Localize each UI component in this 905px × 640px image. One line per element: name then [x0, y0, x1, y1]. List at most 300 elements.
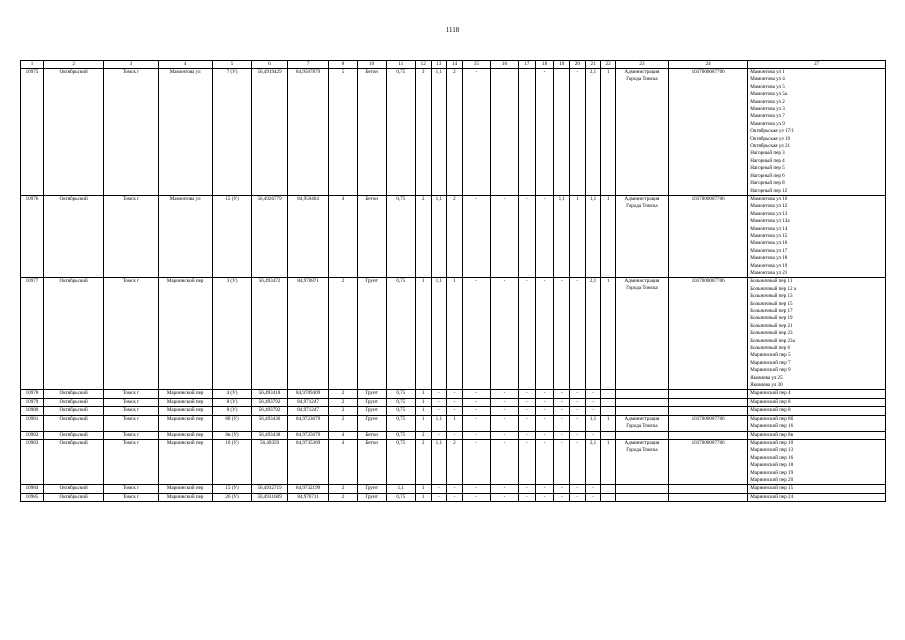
address-item: Мамонтова ул 14 [750, 225, 788, 232]
table-cell: - [519, 390, 536, 398]
address-item: Мамонтова ул 18 [750, 255, 788, 262]
table-cell: - [490, 485, 518, 493]
table-cell: 84,9725079 [287, 431, 329, 439]
address-item: Нагорный пер 4 [750, 157, 785, 164]
table-cell [615, 485, 668, 493]
table-cell: Октябрьский [43, 439, 103, 484]
table-cell: 10 (У) [212, 439, 252, 484]
address-item: Октябрьская ул 17/1 [750, 128, 795, 135]
table-cell: Грунт [357, 278, 386, 390]
table-cell: 1 [415, 398, 431, 406]
table-cell: 56,4919429 [252, 69, 287, 196]
table-cell: 2 [329, 398, 357, 406]
table-cell [601, 398, 616, 406]
table-cell: - [554, 493, 570, 501]
table-cell: - [519, 431, 536, 439]
table-cell: 1,1 [386, 485, 415, 493]
table-row [21, 407, 886, 415]
address-item: Нагорный пер 12 [750, 187, 788, 194]
table-cell: 2 [415, 431, 431, 439]
table-cell: - [462, 278, 490, 390]
table-cell: - [570, 69, 586, 196]
table-cell: Бетон [357, 195, 386, 277]
table-cell: - [490, 278, 518, 390]
address-item: Больничный пер 17 [750, 308, 793, 314]
table-cell: 0,75 [386, 493, 415, 501]
table-cell: 84,971247 [287, 398, 329, 406]
table-cell: 56,493792 [252, 407, 287, 415]
table-cell: - [570, 407, 586, 415]
table-cell: 1 [447, 278, 463, 390]
table-cell: - [570, 431, 586, 439]
address-item: Мариинский пер 9 [750, 367, 791, 374]
table-cell: 2 [329, 390, 357, 398]
table-cell: 1,1 [431, 439, 447, 484]
address-item: Мариинский пер 7 [750, 359, 791, 366]
table-cell: 1 [415, 493, 431, 501]
table-cell: Мариинский пер [158, 390, 212, 398]
table-cell: 84,9735369 [287, 439, 329, 484]
table-row [21, 398, 886, 406]
address-item: Мариинский пер 24 [750, 493, 794, 500]
table-cell: 2,1 [585, 439, 601, 484]
table-cell: - [519, 415, 536, 431]
address-item: Нагорный пер 5 [750, 165, 785, 172]
table-cell: 2,1 [585, 69, 601, 196]
table-cell: Октябрьский [43, 415, 103, 431]
table-cell: - [535, 415, 554, 431]
address-item: Больничный пер 15 [750, 300, 793, 307]
table-cell: 4 [329, 195, 357, 277]
table-cell: - [519, 407, 536, 415]
column-header: 14 [447, 61, 463, 69]
table-cell: 0,75 [386, 431, 415, 439]
table-cell: Грунт [357, 398, 386, 406]
table-cell [669, 493, 748, 501]
page-number: 1118 [445, 26, 460, 34]
table-cell: 1,1 [554, 195, 570, 277]
address-item: Мамонтова ул 9 [750, 120, 785, 127]
table-cell: 84,970871 [287, 278, 329, 390]
table-cell: 1037000087706 [669, 439, 748, 484]
table-cell: - [585, 398, 601, 406]
table-cell: - [554, 278, 570, 390]
table-cell: - [585, 390, 601, 398]
table-cell: 1 [601, 278, 616, 390]
table-cell: Томск г [104, 439, 158, 484]
table-cell: Мариинский пер [158, 431, 212, 439]
address-item: Мамонтова ул 1 [750, 69, 785, 75]
table-cell: Мариинский пер [158, 493, 212, 501]
table-cell: 2 [329, 493, 357, 501]
table-cell: 56,493438 [252, 431, 287, 439]
table-cell: - [570, 390, 586, 398]
table-cell: 10985 [21, 493, 44, 501]
table-cell: 2 [447, 439, 463, 484]
table-cell [601, 485, 616, 493]
table-cell: 56,4926779 [252, 195, 287, 277]
table-cell [615, 398, 668, 406]
address-item: Мамонтова ул 16 [750, 240, 788, 247]
table-cell: 1,1 [431, 69, 447, 196]
table-cell: Бетон [357, 431, 386, 439]
table-cell: - [585, 493, 601, 501]
table-cell [669, 398, 748, 406]
table-cell: Октябрьский [43, 407, 103, 415]
address-item: Больничный пер 12 а [750, 285, 797, 292]
address-item: Мамонтова ул 5а [750, 91, 788, 98]
address-item: Октябрьская ул 19 [750, 135, 791, 142]
table-cell: - [490, 493, 518, 501]
address-item: Мамонтова ул 10 [750, 195, 788, 202]
table-cell: Администрация Города Томска [615, 415, 668, 431]
table-cell [519, 69, 536, 196]
table-cell: 0,75 [386, 439, 415, 484]
table-cell: Грунт [357, 390, 386, 398]
column-header: 22 [601, 61, 616, 69]
table-cell: - [447, 431, 463, 439]
table-cell: 56,493436 [252, 415, 287, 431]
table-cell: - [519, 485, 536, 493]
table-cell [601, 390, 616, 398]
table-cell: - [462, 69, 490, 196]
table-cell: - [462, 431, 490, 439]
table-cell: 1 [570, 195, 586, 277]
table-cell: - [519, 195, 536, 277]
table-cell: 84,950464 [287, 195, 329, 277]
table-cell: 15 (У) [212, 195, 252, 277]
table-cell: - [535, 69, 554, 196]
table-cell: - [490, 407, 518, 415]
column-header: 17 [519, 61, 536, 69]
table-cell: - [585, 407, 601, 415]
address-item: Нагорный пер 6 [750, 172, 785, 179]
table-cell: Томск г [104, 278, 158, 390]
column-header: 20 [570, 61, 586, 69]
table-cell: 1,1 [431, 195, 447, 277]
table-cell [669, 390, 748, 398]
table-cell [554, 69, 570, 196]
address-item: Мамонтова ул 3 [750, 106, 785, 113]
table-cell: Грунт [357, 485, 386, 493]
table-cell: Мариинский пер [158, 398, 212, 406]
address-list-cell [748, 415, 886, 431]
table-cell: Мариинский пер [158, 439, 212, 484]
table-cell: Грунт [357, 415, 386, 431]
table-cell: - [570, 398, 586, 406]
table-cell: 1 [601, 415, 616, 431]
address-item: Мамонтова ул 13а [750, 218, 790, 225]
table-cell: - [447, 485, 463, 493]
table-cell: 1 [601, 69, 616, 196]
table-row [21, 493, 886, 501]
table-cell: - [447, 398, 463, 406]
table-cell: 8 (У) [212, 398, 252, 406]
table-cell: - [570, 493, 586, 501]
table-cell: Томск г [104, 415, 158, 431]
address-item: Мамонтова ул 13 [750, 210, 788, 217]
table-cell: - [431, 431, 447, 439]
table-cell [615, 431, 668, 439]
column-header: 3 [104, 61, 158, 69]
table-cell: 3 [415, 69, 431, 196]
column-header: 8 [329, 61, 357, 69]
table-cell: 56,4932719 [252, 485, 287, 493]
table-cell: 10982 [21, 431, 44, 439]
address-list-cell [748, 407, 886, 415]
column-header: 2 [43, 61, 103, 69]
address-item: Мамонтова ул 12 [750, 203, 788, 210]
address-item: Мариинский пер 19 [750, 469, 794, 476]
table-cell: - [462, 485, 490, 493]
registry-table [20, 60, 886, 502]
table-cell: - [490, 415, 518, 431]
address-list-cell [748, 398, 886, 406]
table-cell: - [431, 398, 447, 406]
table-cell: - [431, 493, 447, 501]
table-cell: 10976 [21, 195, 44, 277]
table-cell: - [535, 431, 554, 439]
column-header: 16 [490, 61, 518, 69]
address-list-cell [748, 493, 886, 501]
table-cell: - [585, 485, 601, 493]
address-item: Мамонтова ул 15 [750, 232, 788, 239]
table-cell: - [462, 415, 490, 431]
address-item: Мариинский пер 8б [750, 415, 794, 422]
column-header: 1 [21, 61, 44, 69]
column-header: 12 [415, 61, 431, 69]
table-cell: 10978 [21, 390, 44, 398]
table-row [21, 69, 886, 196]
table-cell: 15 (У) [212, 485, 252, 493]
table-cell: Томск г [104, 398, 158, 406]
table-cell: - [535, 390, 554, 398]
table-cell: 56,493792 [252, 398, 287, 406]
address-item: Мариинский пер 5 [750, 352, 791, 359]
table-cell [601, 493, 616, 501]
address-item: Больничный пер 6 [750, 345, 791, 352]
table-row [21, 431, 886, 439]
table-cell: 0,75 [386, 278, 415, 390]
table-cell: - [462, 493, 490, 501]
table-cell: - [447, 390, 463, 398]
table-cell: 84,971247 [287, 407, 329, 415]
table-cell: 10980 [21, 407, 44, 415]
table-cell: Томск г [104, 390, 158, 398]
table-cell: 1 [415, 407, 431, 415]
table-cell: - [535, 398, 554, 406]
table-cell: - [447, 407, 463, 415]
address-list-cell [748, 195, 886, 277]
table-cell: - [431, 390, 447, 398]
table-row [21, 195, 886, 277]
table-cell: - [519, 278, 536, 390]
table-cell [669, 485, 748, 493]
table-cell: 8 (У) [212, 407, 252, 415]
table-cell: Мариинский пер [158, 407, 212, 415]
address-list-cell [748, 69, 886, 196]
address-item: Мамонтова ул 5 [750, 83, 785, 90]
table-cell: 1 [447, 415, 463, 431]
column-header: 15 [462, 61, 490, 69]
table-cell: - [535, 195, 554, 277]
table-cell [615, 407, 668, 415]
table-cell: 2 [329, 415, 357, 431]
table-cell: 2 [329, 407, 357, 415]
address-list-cell [748, 485, 886, 493]
table-cell: 2,1 [585, 278, 601, 390]
table-cell: - [535, 407, 554, 415]
table-cell: 1037000087706 [669, 69, 748, 196]
table-cell [669, 431, 748, 439]
table-cell: 1037000087706 [669, 415, 748, 431]
table-cell: 1 [415, 278, 431, 390]
column-header: 11 [386, 61, 415, 69]
table-cell: 5 [329, 69, 357, 196]
table-cell: - [554, 407, 570, 415]
table-cell: 84,9507879 [287, 69, 329, 196]
address-item: Мамонтова ул 17 [750, 247, 788, 254]
table-row [21, 278, 886, 390]
table-cell: Томск г [104, 485, 158, 493]
table-cell: - [490, 390, 518, 398]
table-cell: - [490, 431, 518, 439]
address-list-cell [748, 390, 886, 398]
address-item: Мариинский пер 8 [750, 407, 791, 414]
table-cell: - [447, 493, 463, 501]
address-item: Больничный пер 13 [750, 293, 793, 300]
table-cell: - [462, 195, 490, 277]
table-cell: - [570, 439, 586, 484]
table-cell: 1,1 [431, 415, 447, 431]
table-cell: Октябрьский [43, 278, 103, 390]
table-cell: - [490, 439, 518, 484]
address-item: Мамонтова ул 19 [750, 262, 788, 269]
table-cell: 1 [415, 485, 431, 493]
table-cell [615, 390, 668, 398]
table-cell: - [535, 278, 554, 390]
table-cell: 10975 [21, 69, 44, 196]
table-cell: - [519, 493, 536, 501]
header-row [21, 61, 886, 69]
table-cell [669, 407, 748, 415]
table-cell: - [535, 485, 554, 493]
table-cell: 1037000087706 [669, 195, 748, 277]
table-cell: 56,493418 [252, 390, 287, 398]
table-cell: 0,75 [386, 415, 415, 431]
table-cell: Бетон [357, 69, 386, 196]
address-item: Больничный пер 23 [750, 330, 793, 337]
table-cell: - [570, 485, 586, 493]
address-item: Мамонтова ул 4 [750, 76, 785, 83]
address-item: Мамонтова ул 7 [750, 113, 785, 120]
table-cell: 10981 [21, 415, 44, 431]
table-cell: Администрация Города Томска [615, 195, 668, 277]
table-cell: Администрация Города Томска [615, 69, 668, 196]
table-cell: Октябрьский [43, 485, 103, 493]
column-header: 7 [287, 61, 329, 69]
address-item: Больничный пер 19 [750, 315, 793, 322]
table-cell: 3 (У) [212, 278, 252, 390]
table-cell: Томск г [104, 431, 158, 439]
table-row [21, 485, 886, 493]
column-header: 4 [158, 61, 212, 69]
column-header: 18 [535, 61, 554, 69]
table-cell: 84,9709409 [287, 390, 329, 398]
table-cell: 1 [415, 390, 431, 398]
table-cell: Томск г [104, 195, 158, 277]
table-cell: 56,4931689 [252, 493, 287, 501]
address-item: Яковлева ул 25 [750, 374, 783, 381]
table-cell: Грунт [357, 407, 386, 415]
table-cell: 1 [601, 439, 616, 484]
table-cell: 1 [601, 195, 616, 277]
table-cell: Мариинский пер [158, 415, 212, 431]
table-cell: - [570, 415, 586, 431]
table-cell: 7 (У) [212, 69, 252, 196]
table-cell: Октябрьский [43, 431, 103, 439]
table-cell: Октябрьский [43, 195, 103, 277]
table-cell: - [462, 439, 490, 484]
table-cell: 2 [329, 278, 357, 390]
address-item: Мариинский пер 10 [750, 439, 794, 446]
address-item: Мариинский пер 8в [750, 431, 793, 438]
column-header: 13 [431, 61, 447, 69]
table-cell [490, 69, 518, 196]
table-cell: Грунт [357, 493, 386, 501]
table-cell: 0,75 [386, 69, 415, 196]
table-body [21, 69, 886, 502]
address-item: Мариинский пер 4 [750, 390, 791, 397]
table-cell: 0,75 [386, 195, 415, 277]
address-item: Мариинский пер 20 [750, 476, 794, 483]
table-cell: 0,75 [386, 390, 415, 398]
table-cell: - [554, 390, 570, 398]
table-cell: - [570, 278, 586, 390]
address-item: Больничный пер 11 [750, 278, 793, 285]
column-header: 23 [615, 61, 668, 69]
table-cell: - [554, 415, 570, 431]
table-cell: Октябрьский [43, 390, 103, 398]
table-cell: 10977 [21, 278, 44, 390]
table-cell: 10979 [21, 398, 44, 406]
table-cell: 1 [415, 415, 431, 431]
table-cell: Томск г [104, 407, 158, 415]
table-cell: Томск г [104, 493, 158, 501]
address-item: Мариинский пер 8 [750, 398, 791, 405]
column-header: 5 [212, 61, 252, 69]
address-list-cell [748, 278, 886, 390]
table-cell: - [519, 398, 536, 406]
address-item: Мамонтова ул 21 [750, 269, 788, 276]
table-cell: 1,1 [585, 195, 601, 277]
table-cell: - [462, 398, 490, 406]
address-item: Мариинский пер 13 [750, 447, 794, 454]
table-cell: - [535, 439, 554, 484]
table-cell: 1,1 [585, 415, 601, 431]
column-header: 27 [748, 61, 886, 69]
table-cell: - [554, 485, 570, 493]
table-cell: - [554, 431, 570, 439]
table-cell: - [519, 439, 536, 484]
table-cell: 2 [447, 195, 463, 277]
table-cell: 2 [329, 485, 357, 493]
table-cell: 10984 [21, 485, 44, 493]
table-cell: 0,75 [386, 407, 415, 415]
table-cell: Бетон [357, 439, 386, 484]
table-cell: 4 [329, 439, 357, 484]
table-cell: 2 [415, 439, 431, 484]
